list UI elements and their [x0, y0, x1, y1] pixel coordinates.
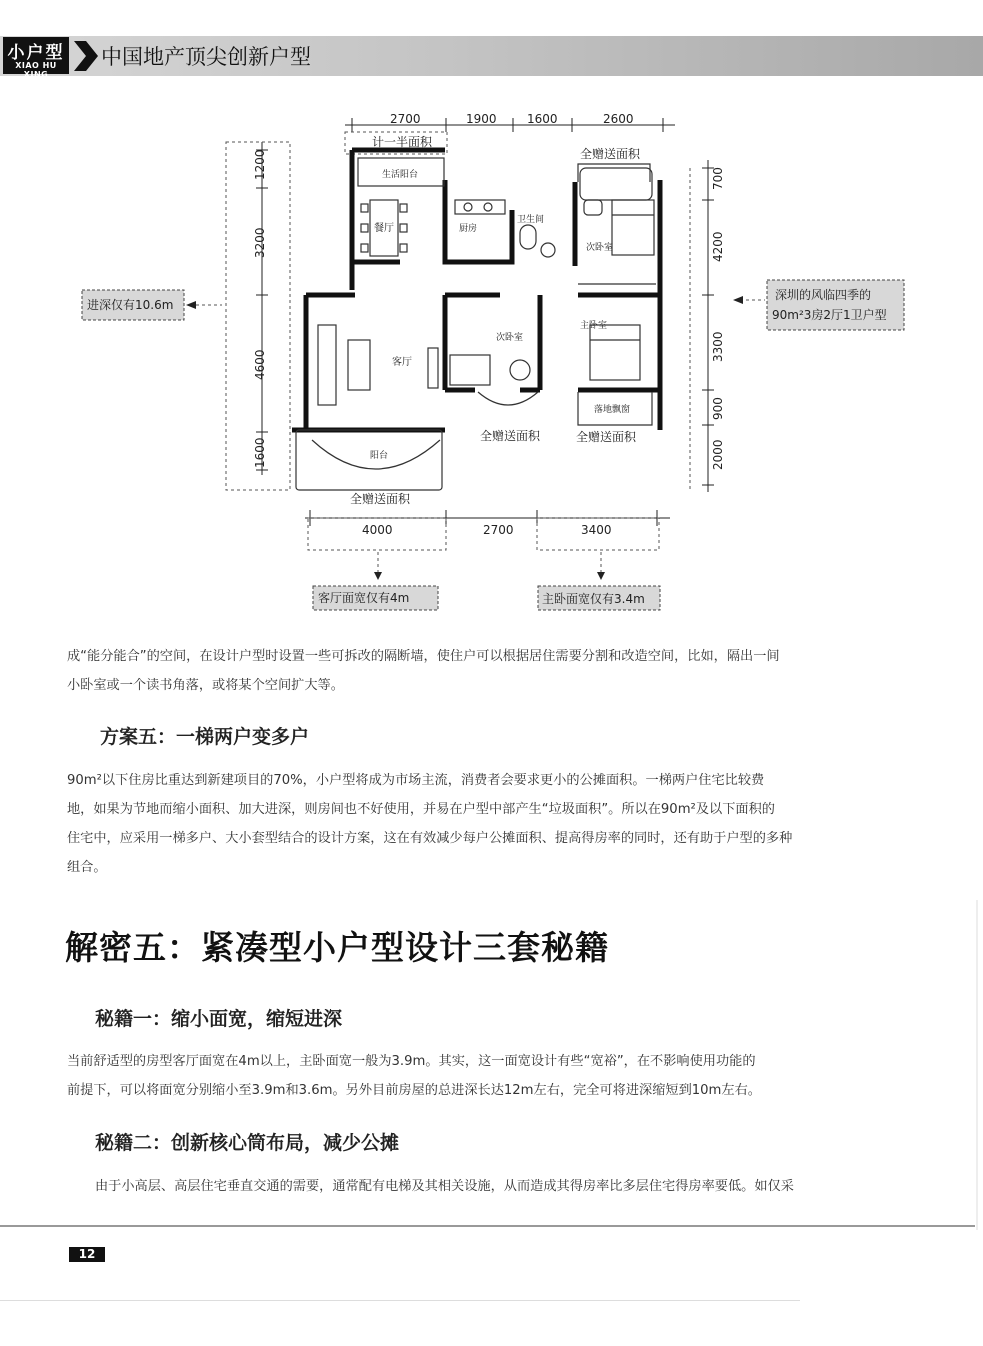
callout-living-width: 客厅面宽仅有4m	[318, 591, 410, 605]
callout-depth: 进深仅有10.6m	[87, 298, 174, 312]
dim-left-1: 1200	[253, 149, 267, 180]
header-title: 中国地产顶尖创新户型	[101, 45, 311, 69]
dim-right-4: 900	[711, 397, 725, 420]
brand-en: XIAO HU XING	[15, 61, 57, 79]
label-half-area: 计一半面积	[372, 135, 433, 149]
callout-project-line2: 90m²3房2厅1卫户型	[772, 308, 887, 322]
label-free-area-bottom: 全赠送面积	[350, 492, 411, 506]
room-living: 客厅	[392, 357, 412, 368]
para1-line1: 成“能分能合”的空间，在设计户型时设置一些可拆改的隔断墙，使住户可以根据居住需要分割和改造空间，比如，隔出一间	[67, 649, 780, 664]
page-number: 12	[69, 1247, 105, 1262]
floor-plan	[0, 100, 983, 620]
tip1-line2: 前提下，可以将面宽分别缩小至3.9m和3.6m。另外目前房屋的总进深长达12m左右，完全可将进深缩短到10m左右。	[67, 1083, 761, 1098]
room-dining: 餐厅	[374, 223, 394, 234]
tip1-title: 秘籍一：缩小面宽，缩短进深	[95, 1008, 343, 1030]
dim-bottom-3: 3400	[581, 523, 612, 537]
dim-right-3: 3300	[711, 331, 725, 362]
section-title: 解密五：紧凑型小户型设计三套秘籍	[65, 928, 609, 967]
dim-left-3: 4600	[253, 349, 267, 380]
brand-cn: 小户型	[7, 43, 65, 63]
plan5-line1: 90m²以下住房比重达到新建项目的70%，小户型将成为市场主流，消费者会要求更小的公摊面积。一梯两户住宅比较费	[67, 773, 765, 788]
dim-left-4: 1600	[253, 437, 267, 468]
callout-master-width: 主卧面宽仅有3.4m	[542, 592, 645, 606]
para1-line2: 小卧室或一个读书角落，或将某个空间扩大等。	[67, 678, 344, 693]
plan5-line2: 地，如果为节地而缩小面积、加大进深，则房间也不好使用，并易在户型中部产生“垃圾面积”。所以在90m²及以下面积的	[67, 802, 775, 817]
tip2-title: 秘籍二：创新核心筒布局，减少公摊	[95, 1132, 400, 1154]
page-edge	[976, 900, 978, 1230]
footer-rule-light	[0, 1300, 800, 1301]
chevron-right-icon	[72, 41, 100, 71]
room-balcony: 阳台	[370, 451, 389, 461]
dim-bottom-2: 2700	[483, 523, 514, 537]
room-second-bedroom-mid: 次卧室	[496, 333, 524, 343]
room-second-bedroom-right: 次卧室	[586, 243, 614, 253]
plan5-line4: 组合。	[67, 860, 107, 875]
dim-top-4: 2600	[603, 112, 634, 126]
dim-bottom-1: 4000	[362, 523, 393, 537]
label-free-area-top: 全赠送面积	[580, 147, 641, 161]
dim-top-1: 2700	[390, 112, 421, 126]
dim-top-2: 1900	[466, 112, 497, 126]
label-free-area-mid: 全赠送面积	[480, 429, 541, 443]
callout-project-line1: 深圳的风临四季的	[775, 288, 872, 302]
room-life-balcony: 生活阳台	[382, 170, 419, 180]
dim-left-2: 3200	[253, 227, 267, 258]
tip2-line1: 由于小高层、高层住宅垂直交通的需要，通常配有电梯及其相关设施，从而造成其得房率比多层住宅得房率要低。如仅采	[95, 1179, 794, 1194]
dim-right-5: 2000	[711, 439, 725, 470]
room-kitchen: 厨房	[459, 224, 478, 234]
room-bathroom: 卫生间	[517, 215, 545, 225]
label-free-area-right: 全赠送面积	[576, 430, 637, 444]
tip1-line1: 当前舒适型的房型客厅面宽在4m以上，主卧面宽一般为3.9m。其实，这一面宽设计有些“宽裕”，在不影响使用功能的	[67, 1054, 756, 1069]
plan5-line3: 住宅中，应采用一梯多户、大小套型结合的设计方案，这在有效减少每户公摊面积、提高得房率的同时，还有助于户型的多种	[67, 831, 793, 846]
dim-top-3: 1600	[527, 112, 558, 126]
room-master-bedroom: 主卧室	[580, 321, 608, 331]
dim-right-1: 700	[711, 167, 725, 190]
room-bay-window: 落地飘窗	[594, 405, 631, 415]
footer-rule	[0, 1225, 975, 1227]
plan5-title: 方案五：一梯两户变多户	[100, 726, 310, 748]
dim-right-2: 4200	[711, 231, 725, 262]
brand-logo	[3, 37, 69, 79]
